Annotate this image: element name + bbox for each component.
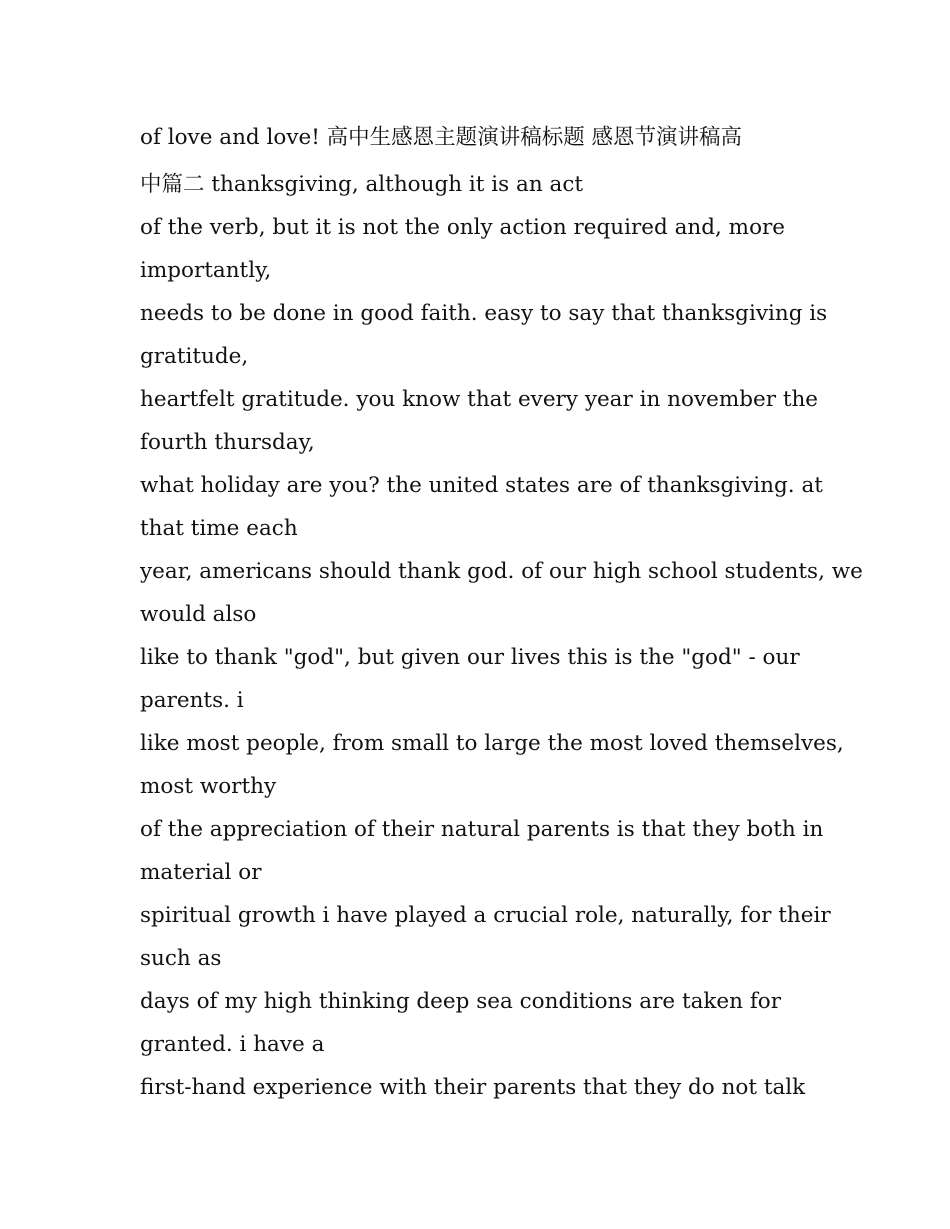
text-line: like to thank "god", but given our lives this is the "god" - our <box>140 645 800 670</box>
text-line: parents. i <box>140 688 244 713</box>
document-body <box>140 112 863 1109</box>
text-line: such as <box>140 946 222 971</box>
text-line: needs to be done in good faith. easy to say that thanksgiving is <box>140 301 828 326</box>
text-line: importantly, <box>140 258 272 283</box>
text-line: most worthy <box>140 774 277 799</box>
text-line: what holiday are you? the united states are of thanksgiving. at <box>140 473 823 498</box>
text-line: of the appreciation of their natural parents is that they both in <box>140 817 824 842</box>
text-line: days of my high thinking deep sea conditions are taken for <box>140 989 782 1014</box>
text-line: material or <box>140 860 262 885</box>
text-line: 中篇二 thanksgiving, although it is an act <box>140 172 583 197</box>
text-line: like most people, from small to large the most loved themselves, <box>140 731 844 756</box>
text-line: heartfelt gratitude. you know that every year in november the <box>140 387 819 412</box>
text-line: would also <box>140 602 257 627</box>
text-line: of the verb, but it is not the only action required and, more <box>140 215 786 240</box>
text-line: of love and love! 高中生感恩主题演讲稿标题 感恩节演讲稿高 <box>140 125 743 150</box>
text-line: first-hand experience with their parents that they do not talk <box>140 1075 806 1100</box>
text-line: spiritual growth i have played a crucial role, naturally, for their <box>140 903 831 928</box>
text-line: year, americans should thank god. of our high school students, we <box>140 559 863 584</box>
text-line: granted. i have a <box>140 1032 325 1057</box>
text-line: gratitude, <box>140 344 249 369</box>
text-line: that time each <box>140 516 298 541</box>
text-line: fourth thursday, <box>140 430 315 455</box>
